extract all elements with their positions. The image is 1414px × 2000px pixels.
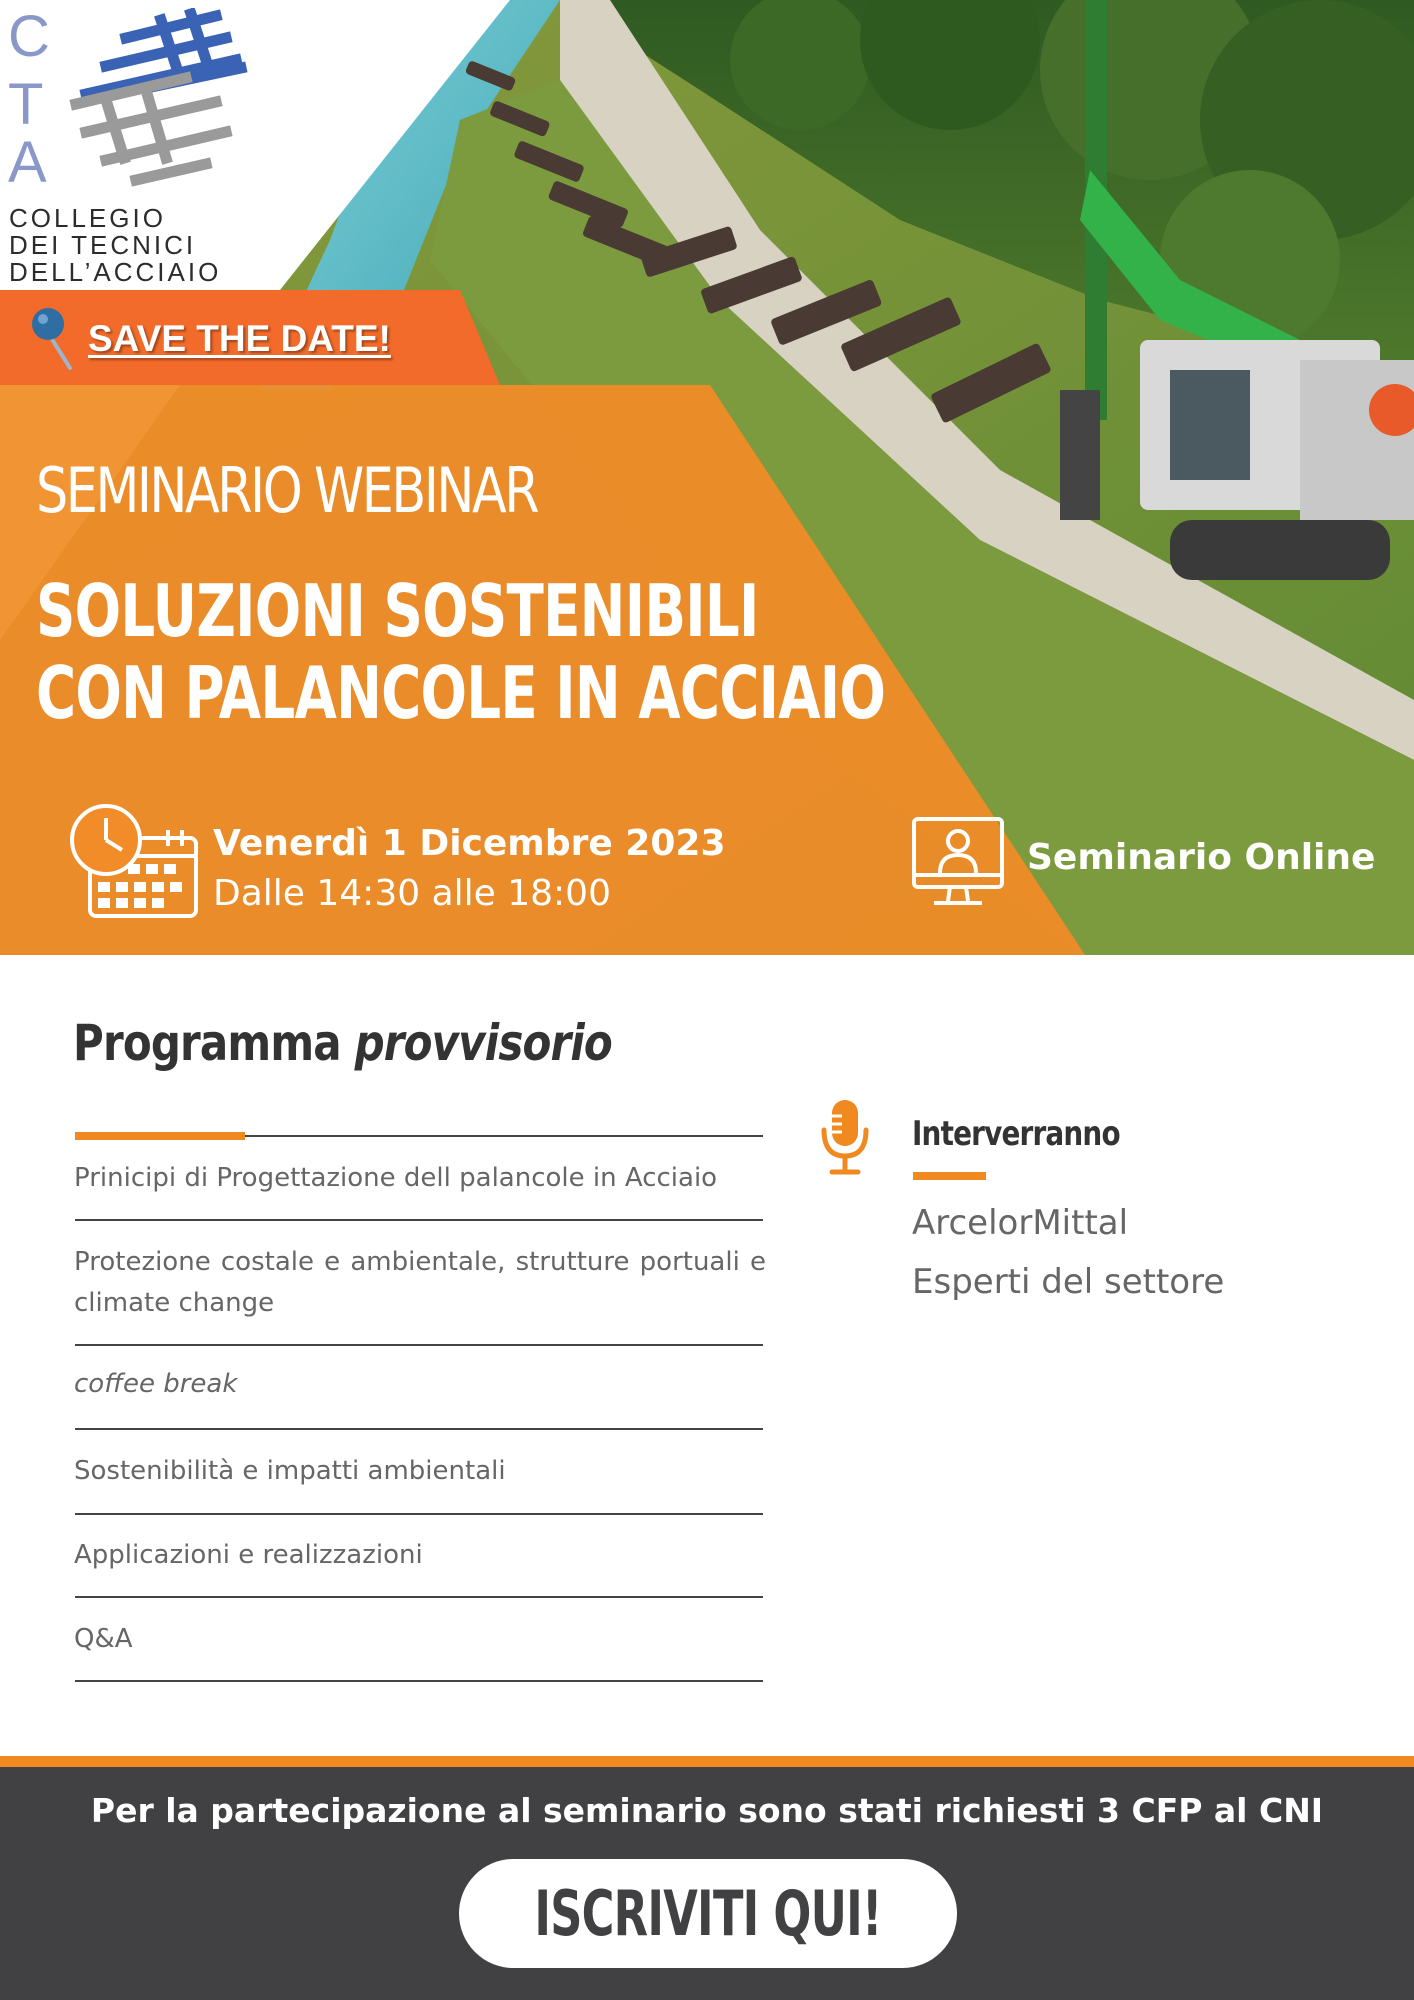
seminar-title	[36, 570, 885, 734]
register-button[interactable]	[459, 1859, 957, 1968]
hero-banner	[0, 0, 1414, 955]
program-divider	[75, 1513, 763, 1515]
event-date: Venerdì 1 Dicembre 2023	[213, 823, 726, 864]
cfp-note: Per la partecipazione al seminario sono stati richiesti 3 CFP al CNI	[90, 1791, 1324, 1830]
microphone-icon	[818, 1098, 874, 1178]
logo-letter-a: A	[8, 130, 47, 195]
program-item: Q&A	[74, 1624, 133, 1654]
speakers-heading: Interverranno	[912, 1114, 1120, 1154]
program-item: Applicazioni e realizzazioni	[74, 1540, 423, 1570]
program-item: Prinicipi di Progettazione dell palancole in Acciaio	[74, 1163, 718, 1193]
speakers-accent-bar	[913, 1172, 986, 1180]
event-time: Dalle 14:30 alle 18:00	[213, 873, 611, 914]
program-divider	[75, 1596, 763, 1598]
steel-mesh-logo-icon	[66, 8, 256, 188]
program-item: Protezione costale e ambientale, strutture portuali e climate change	[74, 1247, 766, 1318]
program-divider	[75, 1219, 763, 1221]
program-item: Sostenibilità e impatti ambientali	[74, 1456, 506, 1486]
program-heading	[73, 1014, 612, 1072]
logo-letter-c: C	[8, 4, 50, 69]
program-item: coffee break	[74, 1369, 238, 1399]
speaker-name: Esperti del settore	[912, 1262, 1225, 1302]
seminar-kicker: SEMINARIO WEBINAR	[36, 454, 538, 527]
program-divider	[75, 1428, 763, 1430]
pushpin-icon	[26, 300, 76, 372]
program-divider	[75, 1680, 763, 1682]
program-accent-bar	[75, 1132, 245, 1140]
program-divider	[75, 1344, 763, 1346]
logo-line-3: DELL’ACCIAIO	[9, 257, 222, 287]
seminar-title-line-2: CON PALANCOLE IN ACCIAIO	[36, 651, 886, 735]
program-heading-italic: provvisorio	[354, 1014, 612, 1072]
calendar-clock-icon	[68, 802, 200, 920]
register-button-label: ISCRIVITI QUI!	[534, 1877, 882, 1950]
logo-letter-t: T	[8, 72, 44, 137]
event-mode: Seminario Online	[1027, 837, 1376, 878]
program-heading-regular: Programma	[73, 1014, 355, 1072]
footer-accent-bar	[0, 1756, 1414, 1767]
speaker-name: ArcelorMittal	[912, 1203, 1129, 1243]
logo-line-1: COLLEGIO	[9, 203, 166, 233]
seminar-title-line-1: SOLUZIONI SOSTENIBILI	[36, 569, 759, 653]
online-monitor-icon	[910, 815, 1006, 911]
save-the-date-label: SAVE THE DATE!	[88, 318, 391, 359]
cta-logo	[0, 0, 290, 290]
logo-line-2: DEI TECNICI	[9, 230, 197, 260]
